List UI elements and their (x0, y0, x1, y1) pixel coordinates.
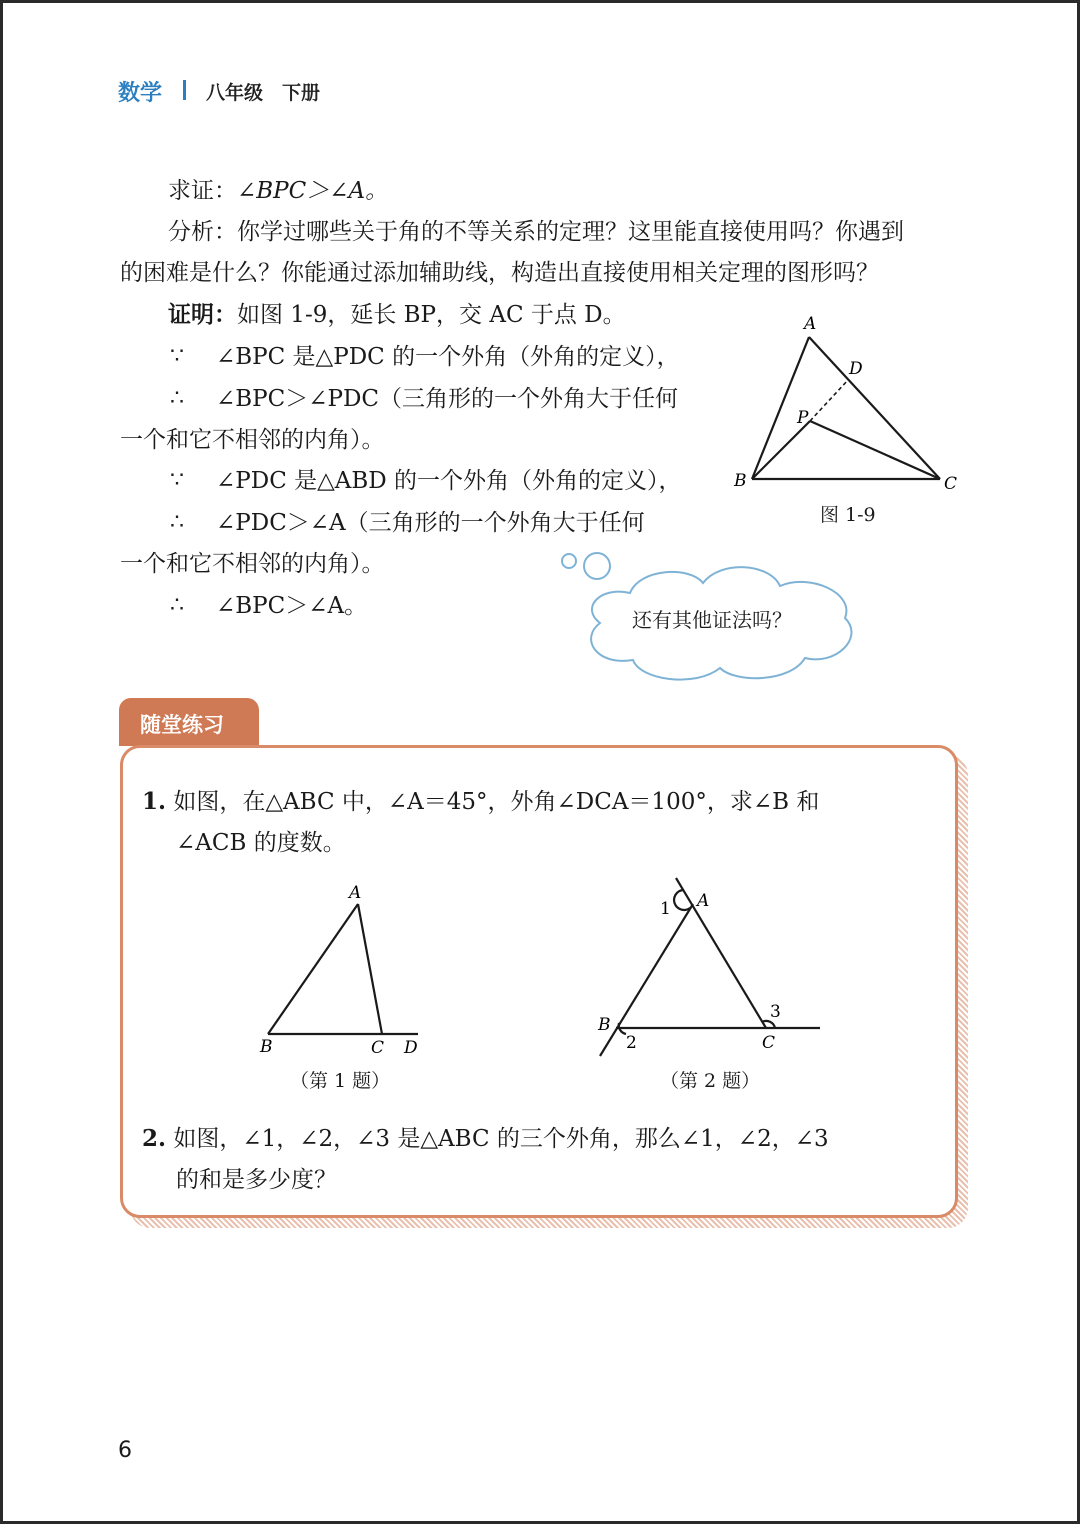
q2-figure-caption: （第 2 题） (660, 1070, 761, 1092)
figure-1-9-caption: 图 1-9 (820, 504, 876, 526)
proof-step-2-cont: 一个和它不相邻的内角）。 (120, 427, 385, 453)
q2-line-ab-extended (600, 904, 693, 1056)
q1-label-c: C (371, 1038, 385, 1058)
prove-statement: ∠BPC＞∠A。 (237, 178, 389, 204)
page-number: 6 (118, 1438, 132, 1463)
proof-label: 证明： (168, 301, 237, 328)
proof-conclusion: ∠BPC＞∠A。 (216, 593, 368, 619)
q1-line-1 (142, 787, 819, 817)
fig9-segment-bp (752, 421, 810, 479)
q1-side-ab (268, 904, 358, 1034)
analysis-line-2: 的困难是什么？你能通过添加辅助线，构造出直接使用相关定理的图形吗？ (120, 260, 879, 286)
q2-label-3: 3 (770, 1002, 781, 1022)
proof-step-4-cont: 一个和它不相邻的内角）。 (120, 551, 385, 577)
q2-text-1: 如图，∠1，∠2，∠3 是△ABC 的三个外角，那么∠1，∠2，∠3 (173, 1126, 829, 1152)
fig9-label-a: A (804, 314, 817, 334)
q1-label-d: D (404, 1038, 418, 1058)
fig9-side-ac (809, 337, 940, 479)
q2-label-a: A (697, 891, 710, 911)
cloud-bubble-medium (584, 553, 610, 579)
q1-text-1: 如图，在△ABC 中，∠A＝45°，外角∠DCA＝100°，求∠B 和 (173, 789, 820, 815)
header-grade: 八年级 下册 (206, 82, 321, 104)
q2-line-2: 的和是多少度？ (176, 1167, 337, 1193)
fig9-label-p: P (797, 408, 809, 428)
therefore-symbol-2: ∴ (170, 510, 184, 535)
q1-label-a: A (349, 883, 362, 903)
proof-step-4: ∠PDC＞∠A（三角形的一个外角大于任何 (216, 510, 645, 536)
analysis-text-1: 你学过哪些关于角的不等关系的定理？这里能直接使用吗？你遇到 (237, 219, 904, 245)
cloud-text: 还有其他证法吗？ (632, 608, 792, 632)
prove-label: 求证： (168, 178, 237, 204)
fig9-dashed-pd (810, 380, 848, 421)
proof-step-2: ∠BPC＞∠PDC（三角形的一个外角大于任何 (216, 386, 679, 412)
q2-line-1 (142, 1124, 829, 1154)
q1-figure (250, 878, 440, 1058)
proof-step-3: ∠PDC 是△ABD 的一个外角（外角的定义）， (216, 468, 682, 494)
q2-label-c: C (762, 1033, 776, 1053)
q2-line-ac-extended (676, 878, 766, 1028)
q2-label-1: 1 (660, 899, 671, 919)
header-subject: 数学 (118, 81, 163, 106)
therefore-symbol-1: ∴ (170, 386, 184, 411)
q1-label-b: B (260, 1037, 273, 1057)
header-divider (183, 80, 186, 100)
q1-side-ac (358, 904, 382, 1034)
analysis-line-1 (168, 217, 904, 247)
proof-intro-line (168, 300, 626, 330)
q2-figure (590, 872, 830, 1062)
fig9-segment-pc (810, 421, 940, 479)
fig9-label-c: C (944, 474, 958, 494)
exercise-title: 随堂练习 (140, 713, 224, 737)
fig9-label-b: B (734, 471, 747, 491)
q2-angle-1-arc (674, 890, 690, 910)
q1-figure-caption: （第 1 题） (290, 1070, 391, 1092)
q1-number: 1. (142, 788, 167, 815)
q1-line-2: ∠ACB 的度数。 (176, 830, 346, 856)
because-symbol-2: ∵ (170, 468, 184, 493)
fig9-label-d: D (849, 359, 863, 379)
proof-intro: 如图 1-9，延长 BP，交 AC 于点 D。 (237, 302, 626, 328)
q2-number: 2. (142, 1125, 167, 1152)
q2-label-b: B (598, 1015, 611, 1035)
therefore-symbol-3: ∴ (170, 593, 184, 618)
because-symbol-1: ∵ (170, 344, 184, 369)
proof-step-1: ∠BPC 是△PDC 的一个外角（外角的定义）， (216, 344, 680, 370)
cloud-bubble-small (562, 554, 576, 568)
prove-line (168, 176, 388, 206)
analysis-label: 分析： (168, 219, 237, 245)
q2-label-2: 2 (626, 1033, 637, 1053)
